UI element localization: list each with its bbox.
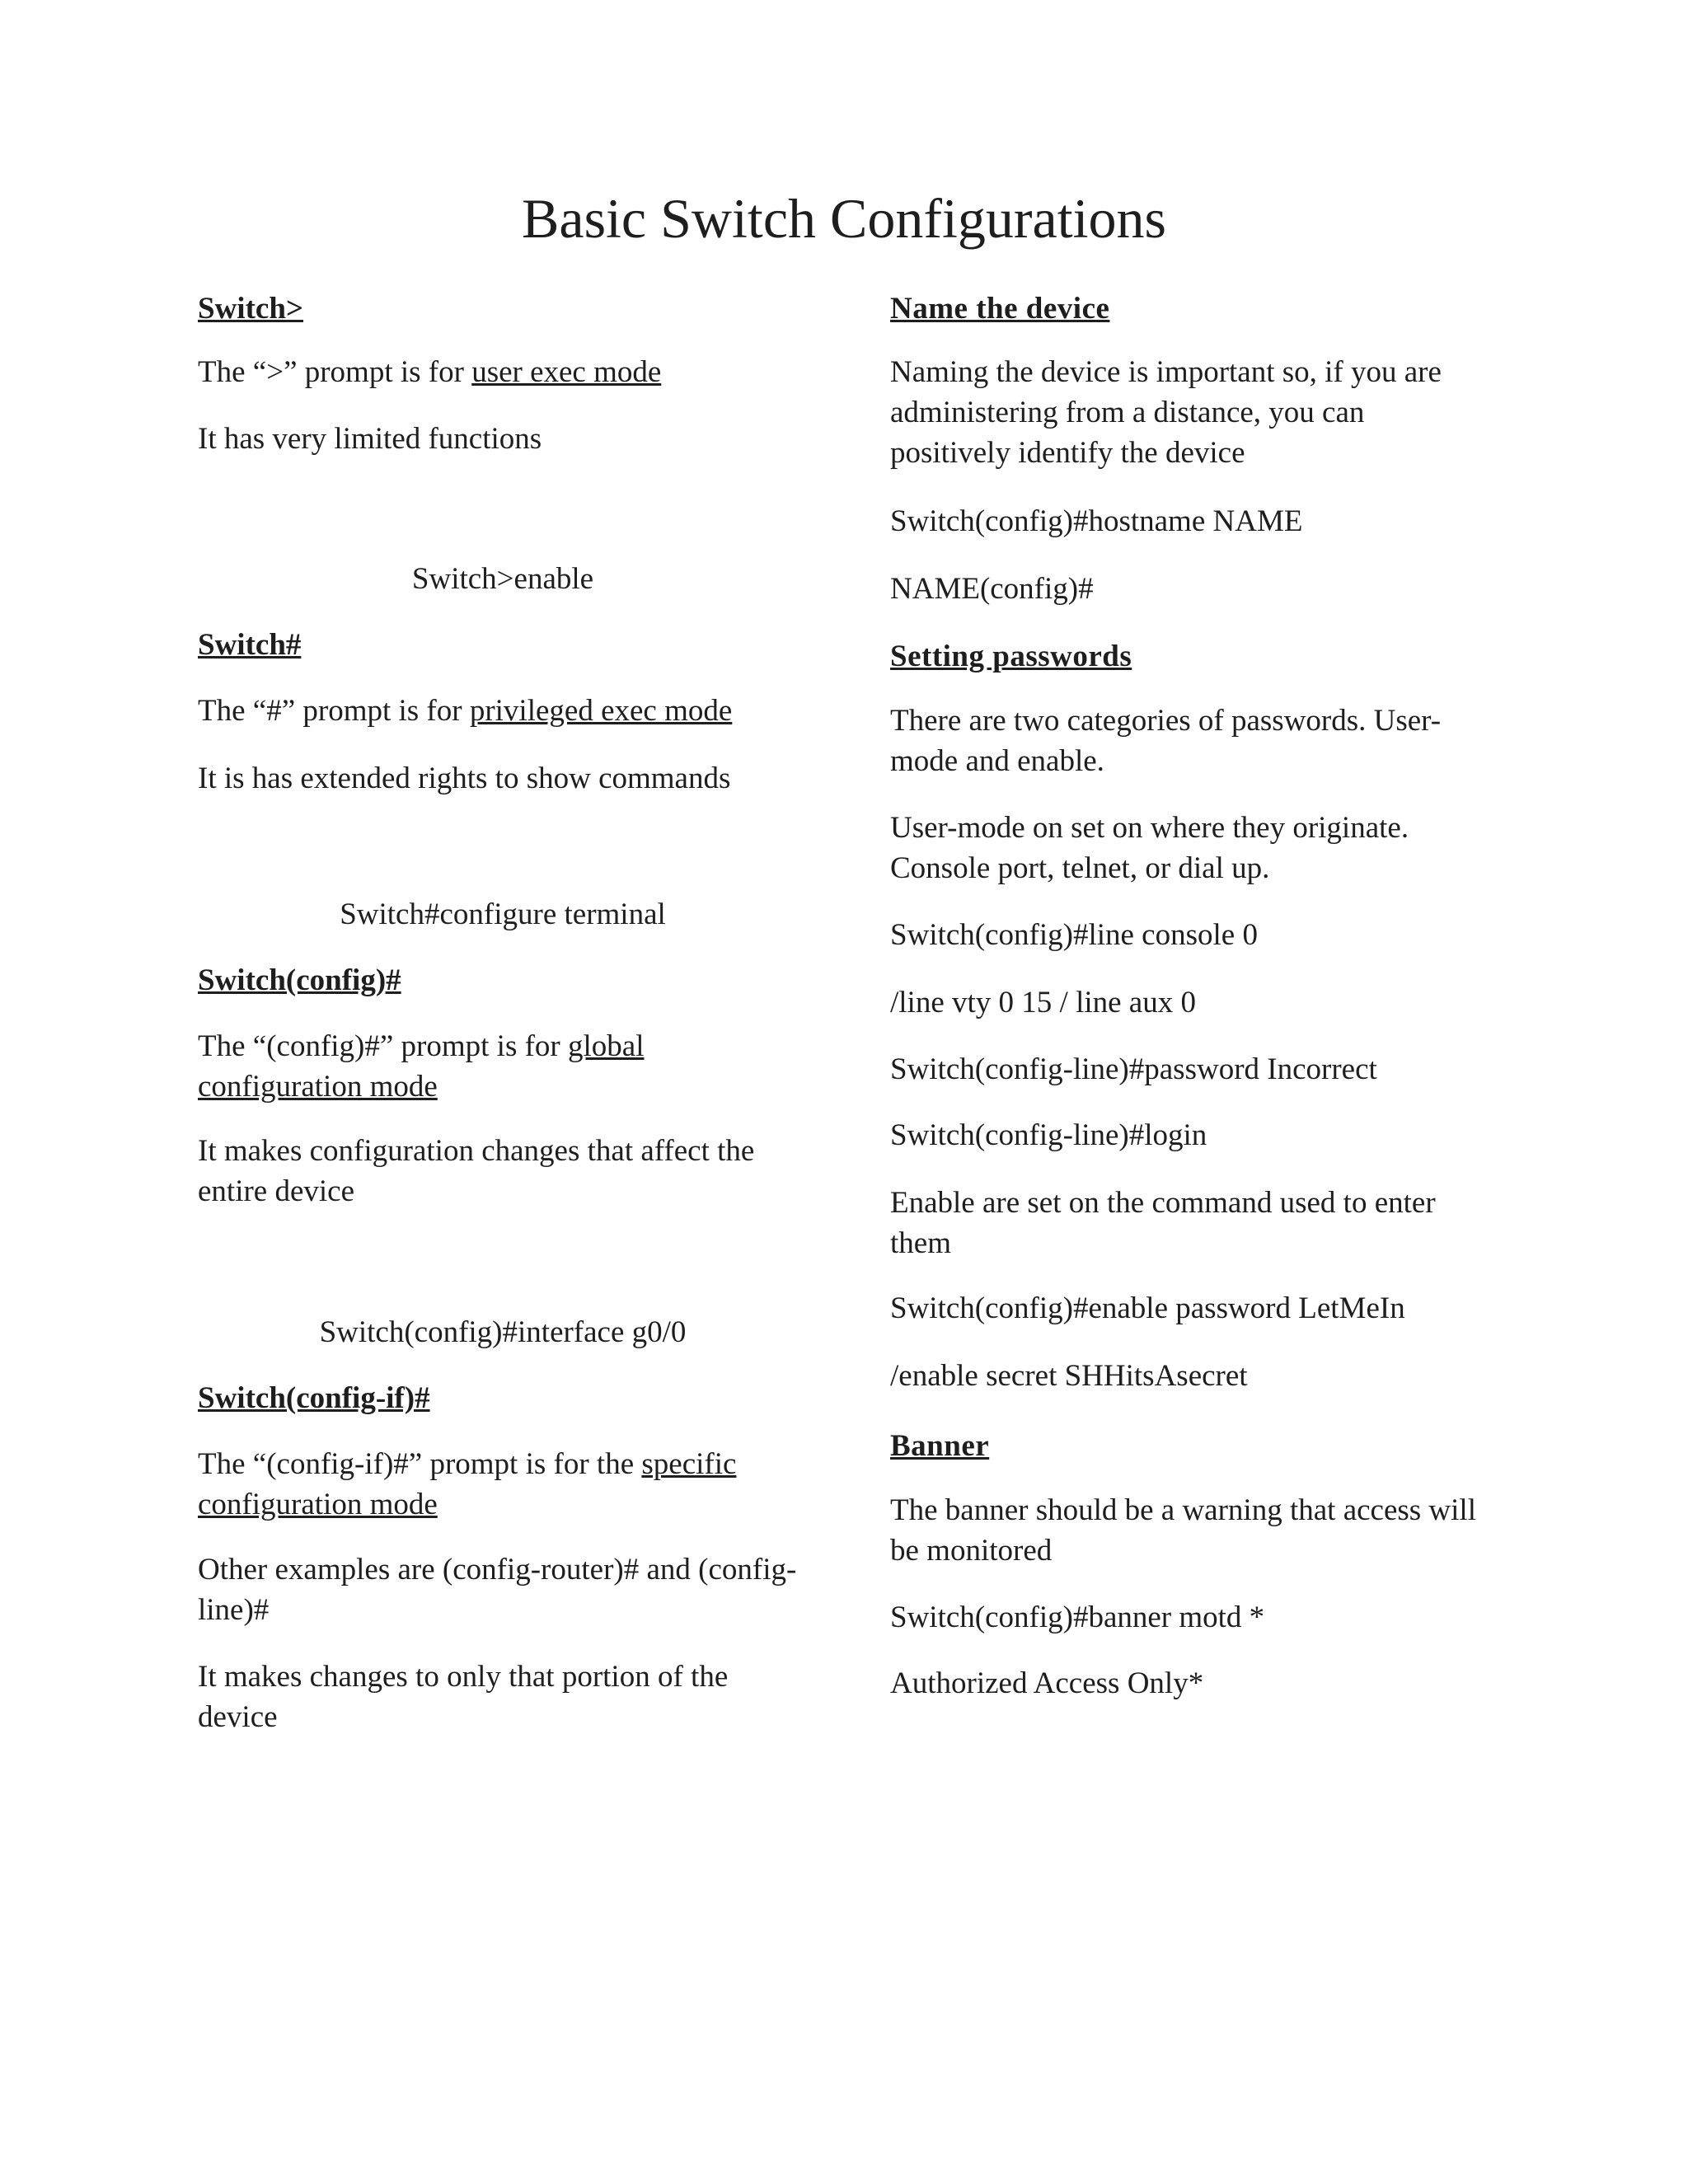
user-exec-mode-term: user exec mode [471, 355, 662, 389]
page-title: Basic Switch Configurations [522, 187, 1166, 250]
user-mode-password-desc: User-mode on set on where they originate. Console port, telnet, or dial up. [890, 811, 1409, 885]
login-command: Switch(config-line)#login [890, 1118, 1207, 1152]
priv-mode-note: It is has extended rights to show commands [198, 762, 731, 795]
user-mode-heading: Switch> [198, 292, 303, 326]
hostname-command: Switch(config)#hostname NAME [890, 504, 1303, 538]
if-mode-desc: The “(config-if)#” prompt is for the specific configuration mode [198, 1447, 737, 1521]
specific-config-term-a: specific [641, 1447, 737, 1481]
global-mode-heading: Switch(config)# [198, 963, 401, 997]
global-mode-desc: The “(config)#” prompt is for global configuration mode [198, 1029, 645, 1104]
enable-password-desc: Enable are set on the command used to enter them [890, 1186, 1436, 1260]
global-config-term-b: configuration mode [198, 1070, 438, 1104]
global-config-term-a: global [568, 1029, 645, 1063]
user-mode-note: It has very limited functions [198, 422, 542, 456]
line-vty-command: /line vty 0 15 / line aux 0 [890, 986, 1196, 1019]
enable-password-command: Switch(config)#enable password LetMeIn [890, 1291, 1405, 1325]
priv-mode-heading: Switch# [198, 628, 302, 662]
specific-config-term-b: configuration mode [198, 1488, 438, 1521]
password-categories: There are two categories of passwords. User- mode and enable. [890, 704, 1442, 778]
interface-command: Switch(config)#interface g0/0 [319, 1315, 687, 1349]
passwords-heading: Setting passwords [890, 640, 1132, 673]
if-mode-note: It makes changes to only that portion of the device [198, 1660, 729, 1734]
user-mode-desc: The “>” prompt is for user exec mode [198, 355, 662, 389]
global-mode-note: It makes configuration changes that affect the entire device [198, 1134, 755, 1208]
if-mode-examples: Other examples are (config-router)# and (config- line)# [198, 1553, 797, 1627]
if-mode-heading: Switch(config-if)# [198, 1381, 430, 1415]
enable-secret-command: /enable secret SHHitsAsecret [890, 1359, 1248, 1393]
banner-heading: Banner [890, 1429, 990, 1463]
name-config-prompt: NAME(config)# [890, 572, 1094, 606]
line-console-command: Switch(config)#line console 0 [890, 918, 1258, 952]
priv-mode-desc: The “#” prompt is for privileged exec mode [198, 694, 733, 728]
name-device-heading: Name the device [890, 292, 1110, 326]
banner-desc: The banner should be a warning that access will be monitored [890, 1493, 1476, 1568]
enable-command: Switch>enable [411, 562, 594, 596]
privileged-exec-mode-term: privileged exec mode [469, 694, 733, 728]
name-device-desc: Naming the device is important so, if you are administering from a distance, you can positively identify the device [890, 355, 1442, 470]
password-command: Switch(config-line)#password Incorrect [890, 1052, 1377, 1086]
banner-text: Authorized Access Only* [890, 1666, 1204, 1700]
banner-motd-command: Switch(config)#banner motd * [890, 1601, 1265, 1634]
configure-terminal-command: Switch#configure terminal [340, 898, 666, 931]
